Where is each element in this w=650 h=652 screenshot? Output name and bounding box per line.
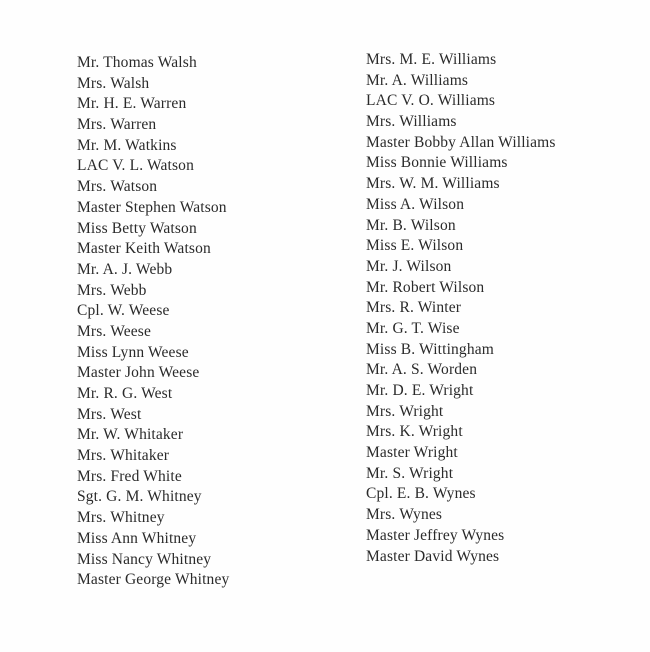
list-item: Mr. A. Williams: [366, 71, 469, 89]
list-item: Master David Wynes: [366, 547, 500, 565]
list-item: Miss Betty Watson: [77, 219, 197, 237]
list-item: Master John Weese: [77, 364, 200, 382]
list-item: Miss A. Wilson: [366, 195, 465, 213]
list-item: Mr. H. E. Warren: [77, 95, 187, 113]
list-item: Miss Ann Whitney: [77, 529, 197, 547]
list-item: Mr. A. S. Worden: [366, 361, 478, 379]
list-item: Miss Nancy Whitney: [77, 550, 212, 568]
list-item: Mrs. Warren: [77, 116, 157, 134]
list-item: Mrs. M. E. Williams: [366, 51, 497, 68]
list-item: Master Keith Watson: [77, 240, 211, 258]
list-item: Master George Whitney: [77, 571, 230, 589]
list-item: Master Stephen Watson: [77, 198, 227, 216]
list-item: Mrs. Walsh: [77, 74, 150, 92]
list-item: Sgt. G. M. Whitney: [77, 488, 202, 506]
list-item: Mrs. R. Winter: [366, 299, 462, 317]
list-item: Mrs. Fred White: [77, 467, 182, 485]
list-item: Mrs. Williams: [366, 113, 457, 131]
list-item: Mrs. Weese: [77, 322, 152, 340]
list-item: Mr. S. Wright: [366, 464, 454, 482]
list-item: Master Jeffrey Wynes: [366, 526, 505, 544]
list-item: Mrs. Webb: [77, 281, 147, 299]
name-list-left-column: [77, 53, 229, 591]
list-item: Master Bobby Allan Williams: [366, 133, 556, 151]
list-item: Cpl. E. B. Wynes: [366, 485, 476, 503]
list-item: Mr. D. E. Wright: [366, 382, 474, 399]
list-item: Mrs. Wynes: [366, 506, 443, 524]
list-item: LAC V. L. Watson: [77, 157, 194, 175]
list-item: Mrs. W. M. Williams: [366, 175, 500, 193]
list-item: Miss E. Wilson: [366, 237, 464, 255]
list-item: Cpl. W. Weese: [77, 302, 170, 320]
list-item: Mrs. Whitaker: [77, 447, 170, 465]
list-item: Miss Bonnie Williams: [366, 154, 508, 172]
list-item: Mr. G. T. Wise: [366, 319, 460, 337]
list-item: Mrs. Watson: [77, 178, 158, 196]
list-item: LAC V. O. Williams: [366, 92, 496, 110]
list-item: Mrs. West: [77, 405, 142, 423]
list-item: Mrs. Wright: [366, 402, 444, 420]
list-item: Mrs. Whitney: [77, 509, 165, 527]
list-item: Miss B. Wittingham: [366, 340, 494, 358]
list-item: Mr. A. J. Webb: [77, 260, 173, 278]
list-item: Mr. Robert Wilson: [366, 278, 485, 296]
list-item: Master Wright: [366, 444, 458, 462]
list-item: Mr. M. Watkins: [77, 136, 177, 154]
list-item: Mrs. K. Wright: [366, 423, 463, 441]
list-item: Mr. B. Wilson: [366, 216, 456, 234]
list-item: Miss Lynn Weese: [77, 343, 189, 361]
list-item: Mr. J. Wilson: [366, 257, 452, 275]
list-item: Mr. W. Whitaker: [77, 426, 184, 444]
list-item: Mr. R. G. West: [77, 385, 173, 402]
list-item: Mr. Thomas Walsh: [77, 54, 197, 71]
name-list-right-column: [366, 50, 556, 567]
